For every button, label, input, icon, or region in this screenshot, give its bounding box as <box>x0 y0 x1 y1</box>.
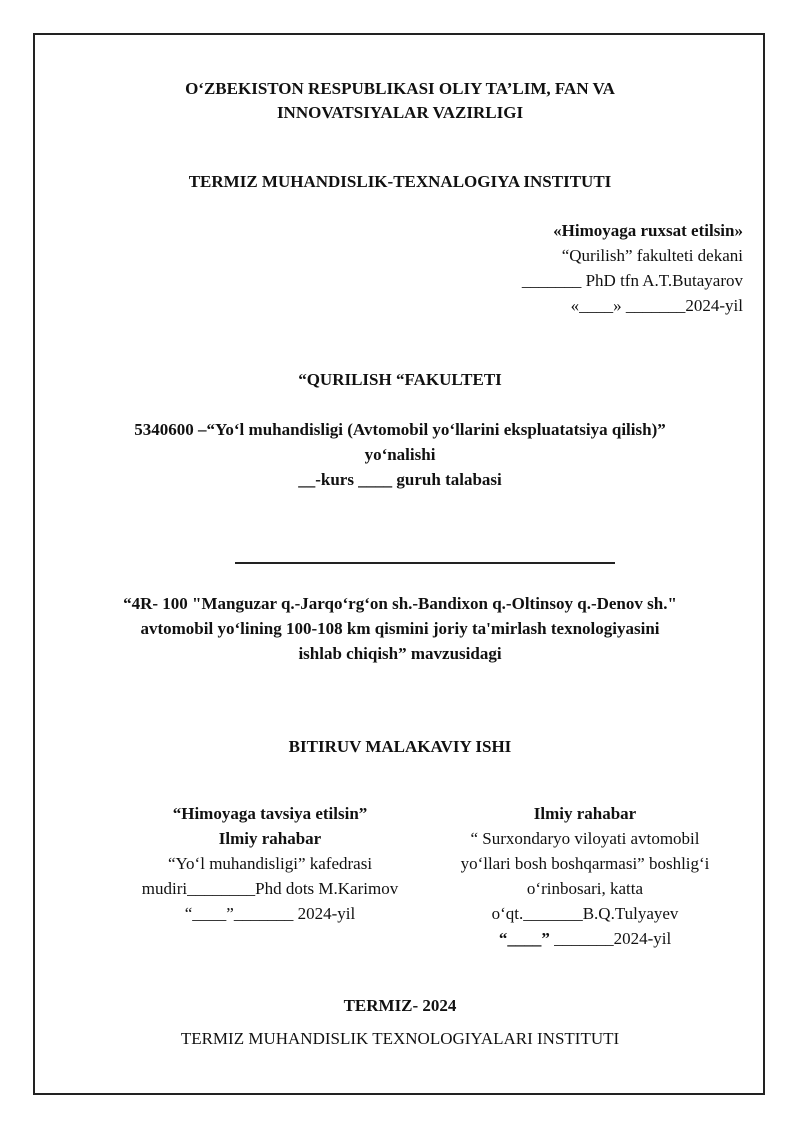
right-sign-position: o‘rinbosari, katta <box>526 879 644 898</box>
topic-line-3: ishlab chiqish” mavzusidagi <box>298 644 502 663</box>
right-sign-org-2: yo‘llari bosh boshqarmasi” boshlig‘i <box>460 854 710 873</box>
right-sign-date <box>430 926 740 951</box>
footer-institute: TERMIZ MUHANDISLIK TEXNOLOGIYALARI INSTITUTI <box>180 1029 620 1048</box>
approval-date: «____» _______2024-yil <box>570 296 743 315</box>
right-sign-date-quote: “____” <box>498 929 550 948</box>
direction-line-1: 5340600 –“Yo‘l muhandisligi (Avtomobil yo‘llarini ekspluatatsiya qilish)” <box>134 420 666 439</box>
ministry-line-1: O‘ZBEKISTON RESPUBLIKASI OLIY TA’LIM, FAN VA <box>185 79 615 98</box>
student-course-group: __-kurs ____ guruh talabasi <box>298 470 502 489</box>
institute-title: TERMIZ MUHANDISLIK-TEXNALOGIYA INSTITUTI <box>188 172 612 191</box>
approval-dean: “Qurilish” fakulteti dekani <box>561 246 743 265</box>
left-sign-name: mudiri________Phd dots M.Karimov <box>141 879 399 898</box>
faculty-title: “QURILISH “FAKULTETI <box>298 370 502 389</box>
right-sign-name: o‘qt._______B.Q.Tulyayev <box>491 904 679 923</box>
left-sign-department: “Yo‘l muhandisligi” kafedrasi <box>167 854 373 873</box>
topic-line-2: avtomobil yo‘lining 100-108 km qismini joriy ta'mirlash texnologiyasini <box>140 619 660 638</box>
left-sign-heading: “Himoyaga tavsiya etilsin” <box>172 804 368 823</box>
approval-signature: _______ PhD tfn A.T.Butayarov <box>521 271 743 290</box>
left-sign-date: “____”_______ 2024-yil <box>184 904 356 923</box>
right-sign-role: Ilmiy rahabar <box>533 804 637 823</box>
right-sign-org-1: “ Surxondaryo viloyati avtomobil <box>470 829 700 848</box>
right-signature-block <box>430 801 740 951</box>
approval-title: «Himoyaga ruxsat etilsin» <box>553 221 743 240</box>
work-title: BITIRUV MALAKAVIY ISHI <box>288 737 512 756</box>
ministry-line-2: INNOVATSIYALAR VAZIRLIGI <box>276 103 524 122</box>
left-signature-block <box>115 801 425 926</box>
left-sign-role: Ilmiy rahabar <box>218 829 322 848</box>
city-year: TERMIZ- 2024 <box>343 996 457 1015</box>
topic-line-1: “4R- 100 "Manguzar q.-Jarqo‘rg‘on sh.-Bandixon q.-Oltinsoy q.-Denov sh." <box>123 594 677 613</box>
right-sign-date-year: _______2024-yil <box>549 929 672 948</box>
student-name-line <box>235 562 615 564</box>
direction-line-2: yo‘nalishi <box>364 445 436 464</box>
